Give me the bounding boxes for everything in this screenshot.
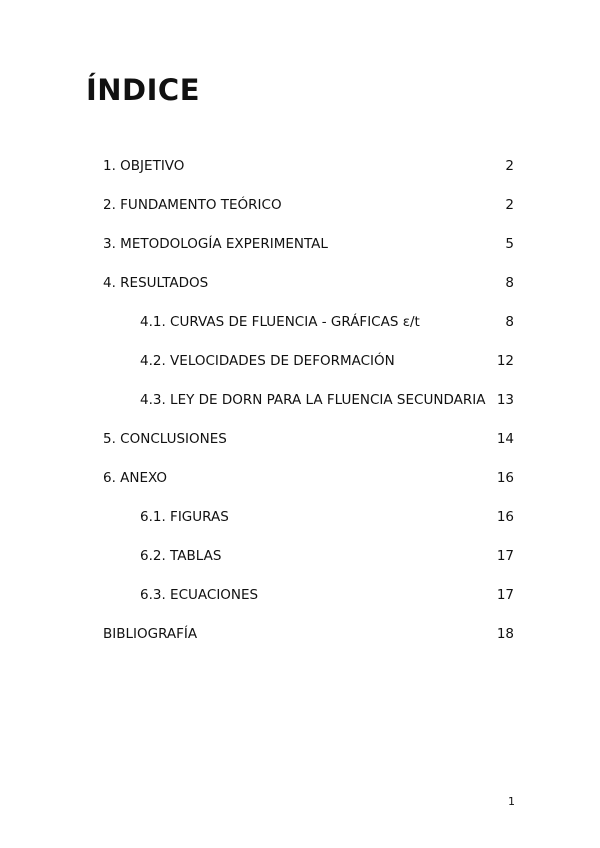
toc-entry-page: 8: [505, 275, 514, 291]
toc-entry-tablas[interactable]: [103, 545, 514, 584]
toc-entry-ecuaciones[interactable]: [103, 584, 514, 623]
toc-entry-label: 3. METODOLOGÍA EXPERIMENTAL: [103, 236, 328, 252]
toc-entry-page: 17: [496, 548, 514, 564]
toc-entry-label: BIBLIOGRAFÍA: [103, 626, 198, 642]
toc-entry-label: 6. ANEXO: [103, 470, 168, 486]
toc-entry-label: 1. OBJETIVO: [103, 158, 185, 174]
toc-entry-anexo[interactable]: [103, 467, 514, 506]
toc-entry-label: 4. RESULTADOS: [103, 275, 209, 291]
toc-entry-conclusiones[interactable]: [103, 428, 514, 467]
toc-entry-page: 16: [496, 470, 514, 486]
toc-entry-objetivo[interactable]: [103, 155, 514, 194]
toc-entry-page: 2: [505, 197, 514, 213]
toc-entry-ley-dorn[interactable]: [103, 389, 514, 428]
toc-entry-figuras[interactable]: [103, 506, 514, 545]
toc-title: ÍNDICE: [86, 73, 201, 107]
toc-entry-label: 2. FUNDAMENTO TEÓRICO: [103, 197, 282, 213]
toc-entry-page: 17: [496, 587, 514, 603]
toc-entry-page: 14: [496, 431, 514, 447]
toc-entry-page: 12: [496, 353, 514, 369]
toc-entry-label: 5. CONCLUSIONES: [103, 431, 227, 447]
toc-entry-page: 2: [505, 158, 514, 174]
toc-entry-label: 4.1. CURVAS DE FLUENCIA - GRÁFICAS ε/t: [140, 314, 420, 330]
table-of-contents: [103, 155, 514, 662]
toc-entry-page: 8: [505, 314, 514, 330]
toc-entry-label: 6.2. TABLAS: [140, 548, 222, 564]
toc-entry-label: 6.3. ECUACIONES: [140, 587, 259, 603]
toc-entry-metodologia[interactable]: [103, 233, 514, 272]
toc-entry-page: 13: [496, 392, 514, 408]
toc-entry-label: 6.1. FIGURAS: [140, 509, 229, 525]
toc-entry-bibliografia[interactable]: [103, 623, 514, 662]
toc-entry-resultados[interactable]: [103, 272, 514, 311]
toc-entry-label: 4.2. VELOCIDADES DE DEFORMACIÓN: [140, 353, 395, 369]
toc-entry-velocidades[interactable]: [103, 350, 514, 389]
toc-entry-page: 16: [496, 509, 514, 525]
toc-entry-label: 4.3. LEY DE DORN PARA LA FLUENCIA SECUNDARIA: [140, 392, 486, 408]
toc-entry-page: 18: [496, 626, 514, 642]
toc-entry-page: 5: [505, 236, 514, 252]
toc-entry-fundamento-teorico[interactable]: [103, 194, 514, 233]
page-number: 1: [508, 795, 515, 808]
toc-entry-curvas-fluencia[interactable]: [103, 311, 514, 350]
